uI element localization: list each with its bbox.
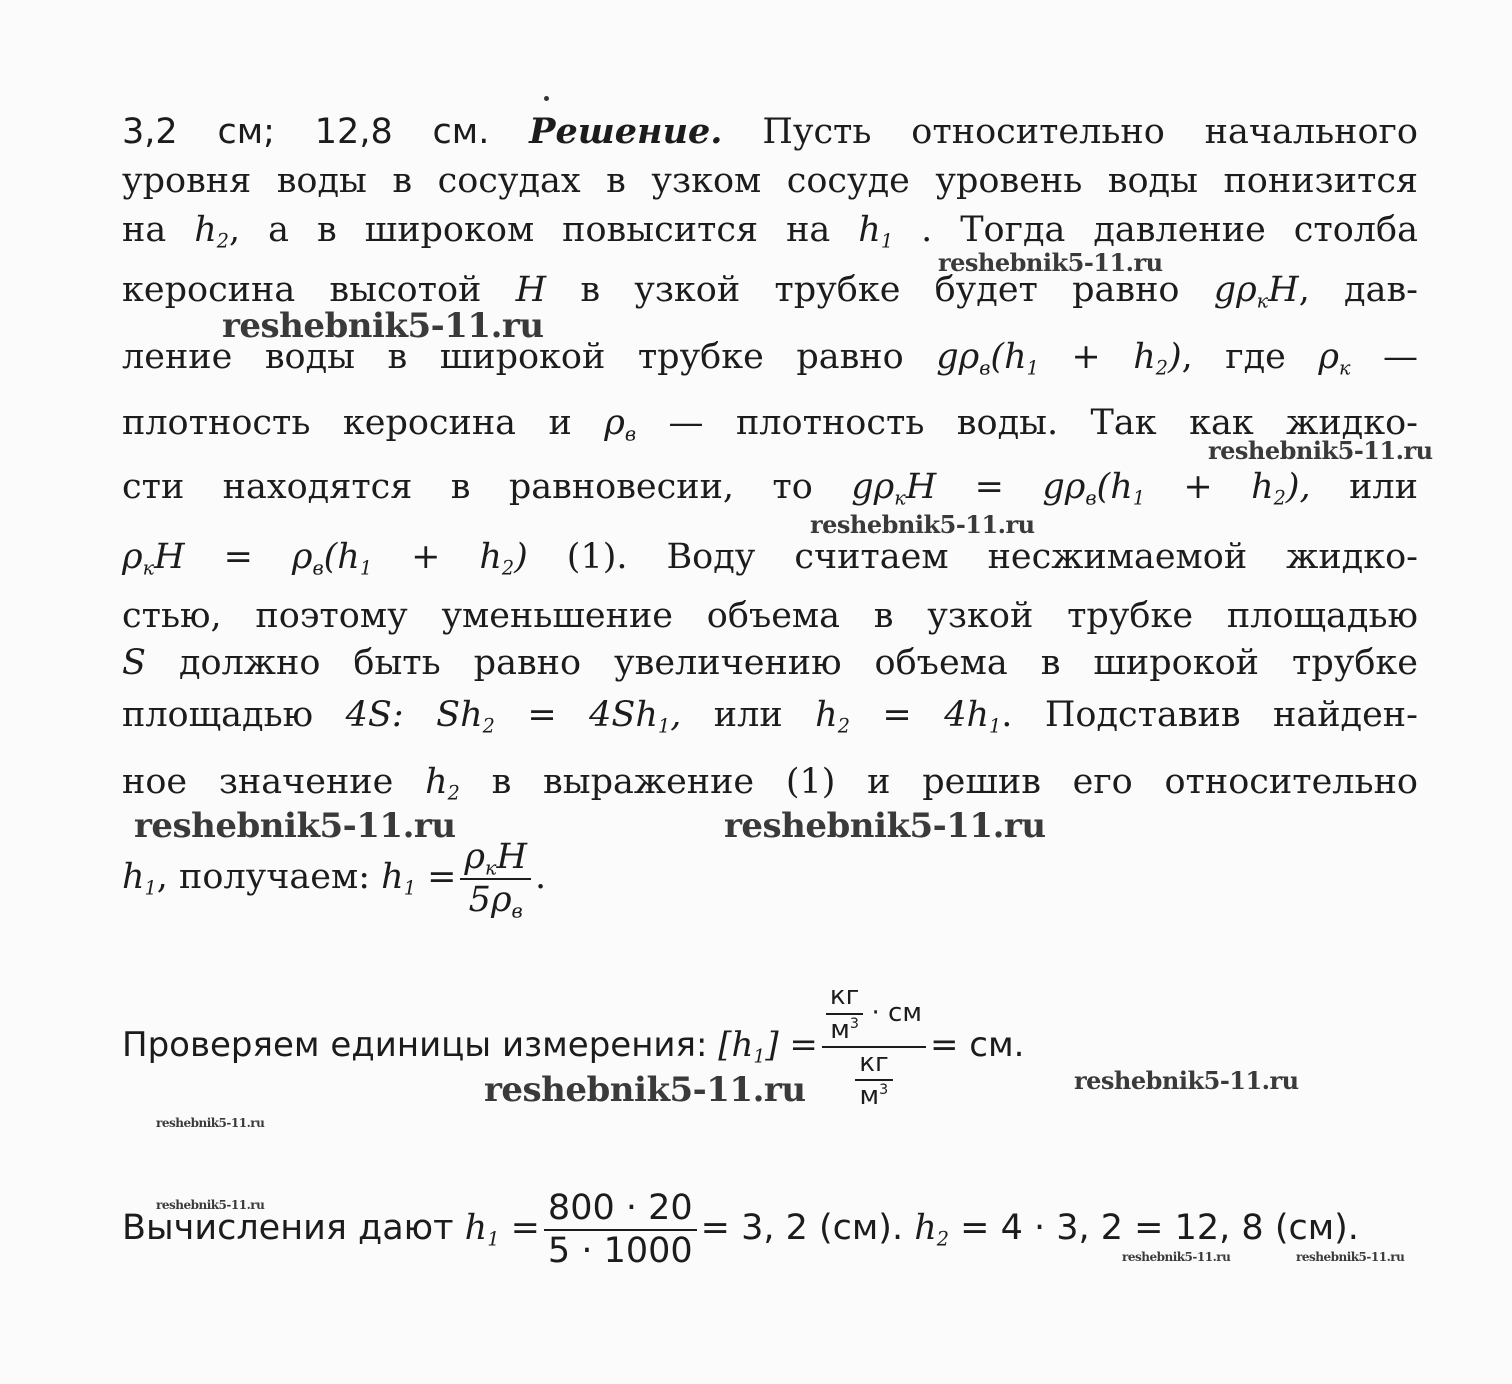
watermark: reshebnik5-11.ru — [810, 510, 1035, 539]
line-2-text: уровня воды в сосудах в узком сосуде уровень воды понизится — [122, 161, 1418, 201]
calc-denominator: 5 · 1000 — [547, 1230, 693, 1271]
line-10-text: должно быть равно увеличению объема в широкой трубке — [178, 643, 1418, 683]
line-1-text: Пусть относительно начального — [762, 112, 1418, 152]
line-3 — [122, 205, 1418, 255]
line-3-text-a: на — [122, 210, 167, 250]
line-1 — [122, 107, 1418, 157]
line-12-text-b: в выражение (1) и решив его относительно — [491, 762, 1418, 802]
formula-h2-calc: $h_2$ — [914, 1208, 950, 1251]
watermark: reshebnik5-11.ru — [156, 1198, 265, 1212]
line-4-text-b: в узкой трубке будет равно — [580, 270, 1180, 310]
line-13: $h_1$, получаем: $h_1$ = $\frac{\rho_кH}{5\rho_в}$ . — [122, 836, 547, 923]
line-11-text-b: или — [713, 695, 783, 735]
formula-h1: $h_1$ — [858, 210, 894, 253]
formula-h2-4h1: $h_2 = 4h_1$ — [815, 695, 1002, 738]
watermark: reshebnik5-11.ru — [938, 248, 1163, 277]
line-8-text-a: (1). Воду считаем несжимаемой жидко- — [566, 537, 1418, 577]
formula-equilibrium: $g\rho_кH = g\rho_в(h_1 + h_2)$, — [851, 467, 1311, 510]
line-6-text-a: плотность керосина и — [122, 403, 572, 443]
line-12 — [122, 757, 1418, 807]
unit-cm: см — [888, 998, 922, 1029]
formula-rho-k: $\rho_к$ — [1318, 337, 1351, 380]
line-5-dash: — — [1382, 337, 1418, 377]
line-4-text-c: , дав- — [1298, 270, 1418, 310]
formula-H: H — [515, 270, 547, 310]
unit-m-2: м — [859, 1081, 880, 1112]
solution-heading: Решение. — [529, 111, 723, 152]
units-result: = см. — [929, 1025, 1025, 1065]
ink-dot — [544, 96, 549, 101]
units-check-label: Проверяем единицы измерения: — [122, 1025, 708, 1065]
line-9-text: стью, поэтому уменьшение объема в узкой трубке площадью — [122, 596, 1418, 636]
formula-h1-c: $h_1$ — [122, 857, 157, 900]
formula-4S: 4S: — [345, 695, 404, 735]
watermark: reshebnik5-11.ru — [1296, 1250, 1405, 1264]
unit-kg: кг — [829, 981, 860, 1012]
line-10 — [122, 638, 1418, 688]
watermark: reshebnik5-11.ru — [1208, 436, 1433, 465]
calc-numerator: 800 · 20 — [547, 1187, 693, 1228]
line-7 — [122, 462, 1418, 512]
line-11-text-c: . Подставив найден- — [1001, 695, 1418, 735]
calc-result-2: = 4 · 3, 2 = 12, 8 (см). — [960, 1208, 1359, 1248]
answer-values: 3,2 см; 12,8 см. — [122, 112, 490, 152]
formula-1: $\rho_кH = \rho_в(h_1 + h_2)$ — [122, 537, 528, 580]
line-12-text-a: ное значение — [122, 762, 394, 802]
fraction-h1: $\frac{\rho_кH}{5\rho_в}$ — [460, 839, 531, 919]
unit-m: м — [830, 1014, 850, 1045]
formula-h2: $h_2$ — [194, 210, 229, 253]
watermark: reshebnik5-11.ru — [1074, 1066, 1299, 1095]
formula-h2-b: $h_2$ — [425, 762, 460, 805]
line-7-text-b: или — [1349, 467, 1418, 507]
watermark: reshebnik5-11.ru — [134, 806, 456, 846]
fraction-calc — [544, 1187, 697, 1271]
formula-S: S — [122, 643, 146, 683]
watermark: reshebnik5-11.ru — [484, 1070, 806, 1110]
calc-result-1: = 3, 2 (см). — [700, 1208, 904, 1248]
formula-g-rho-k-H: $g\rho_кH$ — [1213, 270, 1299, 313]
formula-h1-result: $h_1$ = — [381, 857, 457, 900]
line-5-text-a: ление воды в широкой трубке равно — [122, 337, 904, 377]
formula-h1-calc: $h_1$ = — [464, 1208, 540, 1251]
unit-kg-2: кг — [859, 1048, 889, 1078]
line-3-text-b: , а в широком повысится на — [229, 210, 831, 250]
line-11-text-a: площадью — [122, 695, 314, 735]
line-13-text: , получаем: — [156, 857, 371, 897]
line-6-text-b: — плотность воды. Так как жидко- — [668, 403, 1418, 443]
watermark: reshebnik5-11.ru — [156, 1116, 265, 1130]
watermark: reshebnik5-11.ru — [724, 806, 1046, 846]
formula-rho-v: $\rho_в$ — [604, 403, 637, 446]
line-3-text-c: . Тогда давление столба — [921, 210, 1418, 250]
line-11 — [122, 690, 1418, 740]
line-9 — [122, 591, 1418, 641]
formula-g-rho-v-h: $g\rho_в(h_1 + h_2)$ — [936, 337, 1182, 380]
calc-label: Вычисления дают — [122, 1208, 454, 1248]
line-8 — [122, 532, 1418, 582]
watermark: reshebnik5-11.ru — [222, 306, 544, 346]
watermark: reshebnik5-11.ru — [1122, 1250, 1231, 1264]
formula-volume: $Sh_2 = 4Sh_1$, — [436, 695, 682, 738]
line-4-text-a: керосина высотой — [122, 270, 482, 310]
fraction-units: $\frac{кг}{м^3}$ · см $\frac{кг}{м^3}$ — [822, 983, 926, 1110]
line-2 — [122, 156, 1418, 206]
line-7-text-a: сти находятся в равновесии, то — [122, 467, 813, 507]
formula-h1-units: $[h_1]$ = — [718, 1025, 818, 1068]
line-5-text-b: , где — [1181, 337, 1286, 377]
